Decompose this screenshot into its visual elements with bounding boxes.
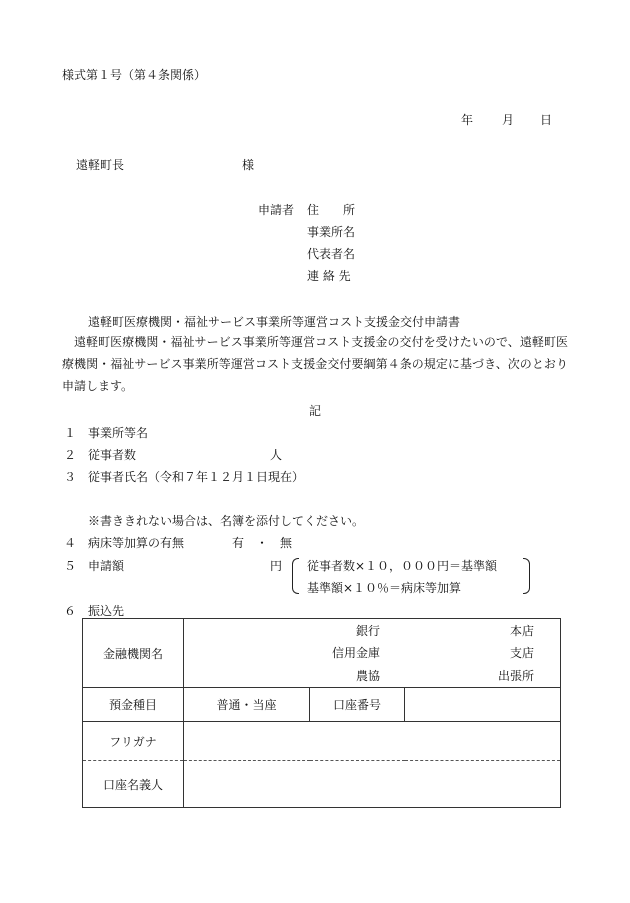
date-year: 年 [461, 113, 474, 127]
formula-bracket-left [292, 558, 299, 594]
institution-value-cell[interactable] [184, 619, 561, 688]
document-title: 遠軽町医療機関・福祉サービス事業所等運営コスト支援金交付申請書 [88, 315, 461, 329]
deposit-type-label: 預金種目 [108, 698, 157, 712]
item-6-label: 振込先 [88, 604, 125, 618]
formula-base-amount: 従事者数×１０，０００円＝基準額 [307, 559, 498, 573]
addressee-suffix: 様 [242, 158, 255, 172]
formula-bed-addition: 基準額×１０％＝病床等加算 [307, 581, 462, 595]
addressee-name: 遠軽町長 [76, 158, 125, 172]
account-number-label-cell [310, 688, 405, 722]
holder-value-cell[interactable] [184, 761, 561, 808]
formula-bracket-right [523, 558, 530, 594]
applicant-contact-label: 連 絡 先 [307, 269, 351, 283]
institution-label: 金融機関名 [102, 646, 163, 661]
body-text: 遠軽町医療機関・福祉サービス事業所等運営コスト支援金の交付を受けたいので、遠軽町医療機関・福祉サービス事業所等運営コスト支援金交付要綱第４条の規定に基づき、次のとおり申請します。 [62, 335, 568, 393]
option-agri-coop: 農協 [356, 669, 381, 683]
option-bank: 銀行 [356, 624, 381, 638]
date-month: 月 [502, 113, 515, 127]
item-2-unit: 人 [270, 448, 283, 462]
item-5-label: 申請額 [88, 559, 125, 573]
item-1-number: １ [64, 426, 77, 440]
furigana-row [83, 722, 561, 761]
account-number-value-cell[interactable] [405, 688, 561, 722]
item-4-options: 有 ・ 無 [232, 536, 293, 550]
attachment-note: ※書ききれない場合は、名簿を添付してください。 [88, 514, 365, 528]
item-2-label: 従事者数 [88, 448, 137, 462]
item-1-label: 事業所等名 [88, 426, 149, 440]
holder-row [83, 761, 561, 808]
applicant-label: 申請者 [258, 203, 295, 217]
deposit-type-value: 普通・当座 [216, 698, 277, 712]
applicant-representative-label: 代表者名 [307, 247, 356, 261]
option-sub-branch: 出張所 [498, 669, 535, 683]
form-number: 様式第１号（第４条関係） [62, 68, 207, 82]
furigana-label-cell [83, 722, 184, 761]
item-3-number: ３ [64, 470, 77, 484]
item-2-number: ２ [64, 448, 77, 462]
item-3-label: 従事者氏名（令和７年１２月１日現在） [88, 470, 305, 484]
deposit-row [83, 688, 561, 722]
ki-heading: 記 [309, 404, 322, 418]
holder-label: 口座名義人 [102, 777, 163, 792]
applicant-office-label: 事業所名 [307, 225, 356, 239]
applicant-address-label: 住 所 [307, 203, 356, 217]
option-credit-union: 信用金庫 [332, 646, 381, 660]
date-day: 日 [540, 113, 553, 127]
deposit-type-label-cell [83, 688, 184, 722]
institution-options [184, 619, 560, 687]
item-4-number: ４ [64, 536, 77, 550]
deposit-type-value-cell[interactable] [184, 688, 310, 722]
institution-row [83, 619, 561, 688]
item-5-number: ５ [64, 559, 77, 573]
option-branch: 支店 [510, 646, 535, 660]
holder-label-cell [83, 761, 184, 808]
institution-label-cell [83, 619, 184, 688]
item-5-unit: 円 [270, 559, 283, 573]
account-number-label: 口座番号 [332, 698, 381, 712]
bank-account-table [82, 618, 561, 808]
item-4-label: 病床等加算の有無 [88, 536, 185, 550]
furigana-label: フリガナ [109, 734, 157, 749]
furigana-value-cell[interactable] [184, 722, 561, 761]
item-6-number: ６ [64, 604, 77, 618]
option-head-office: 本店 [510, 624, 535, 638]
